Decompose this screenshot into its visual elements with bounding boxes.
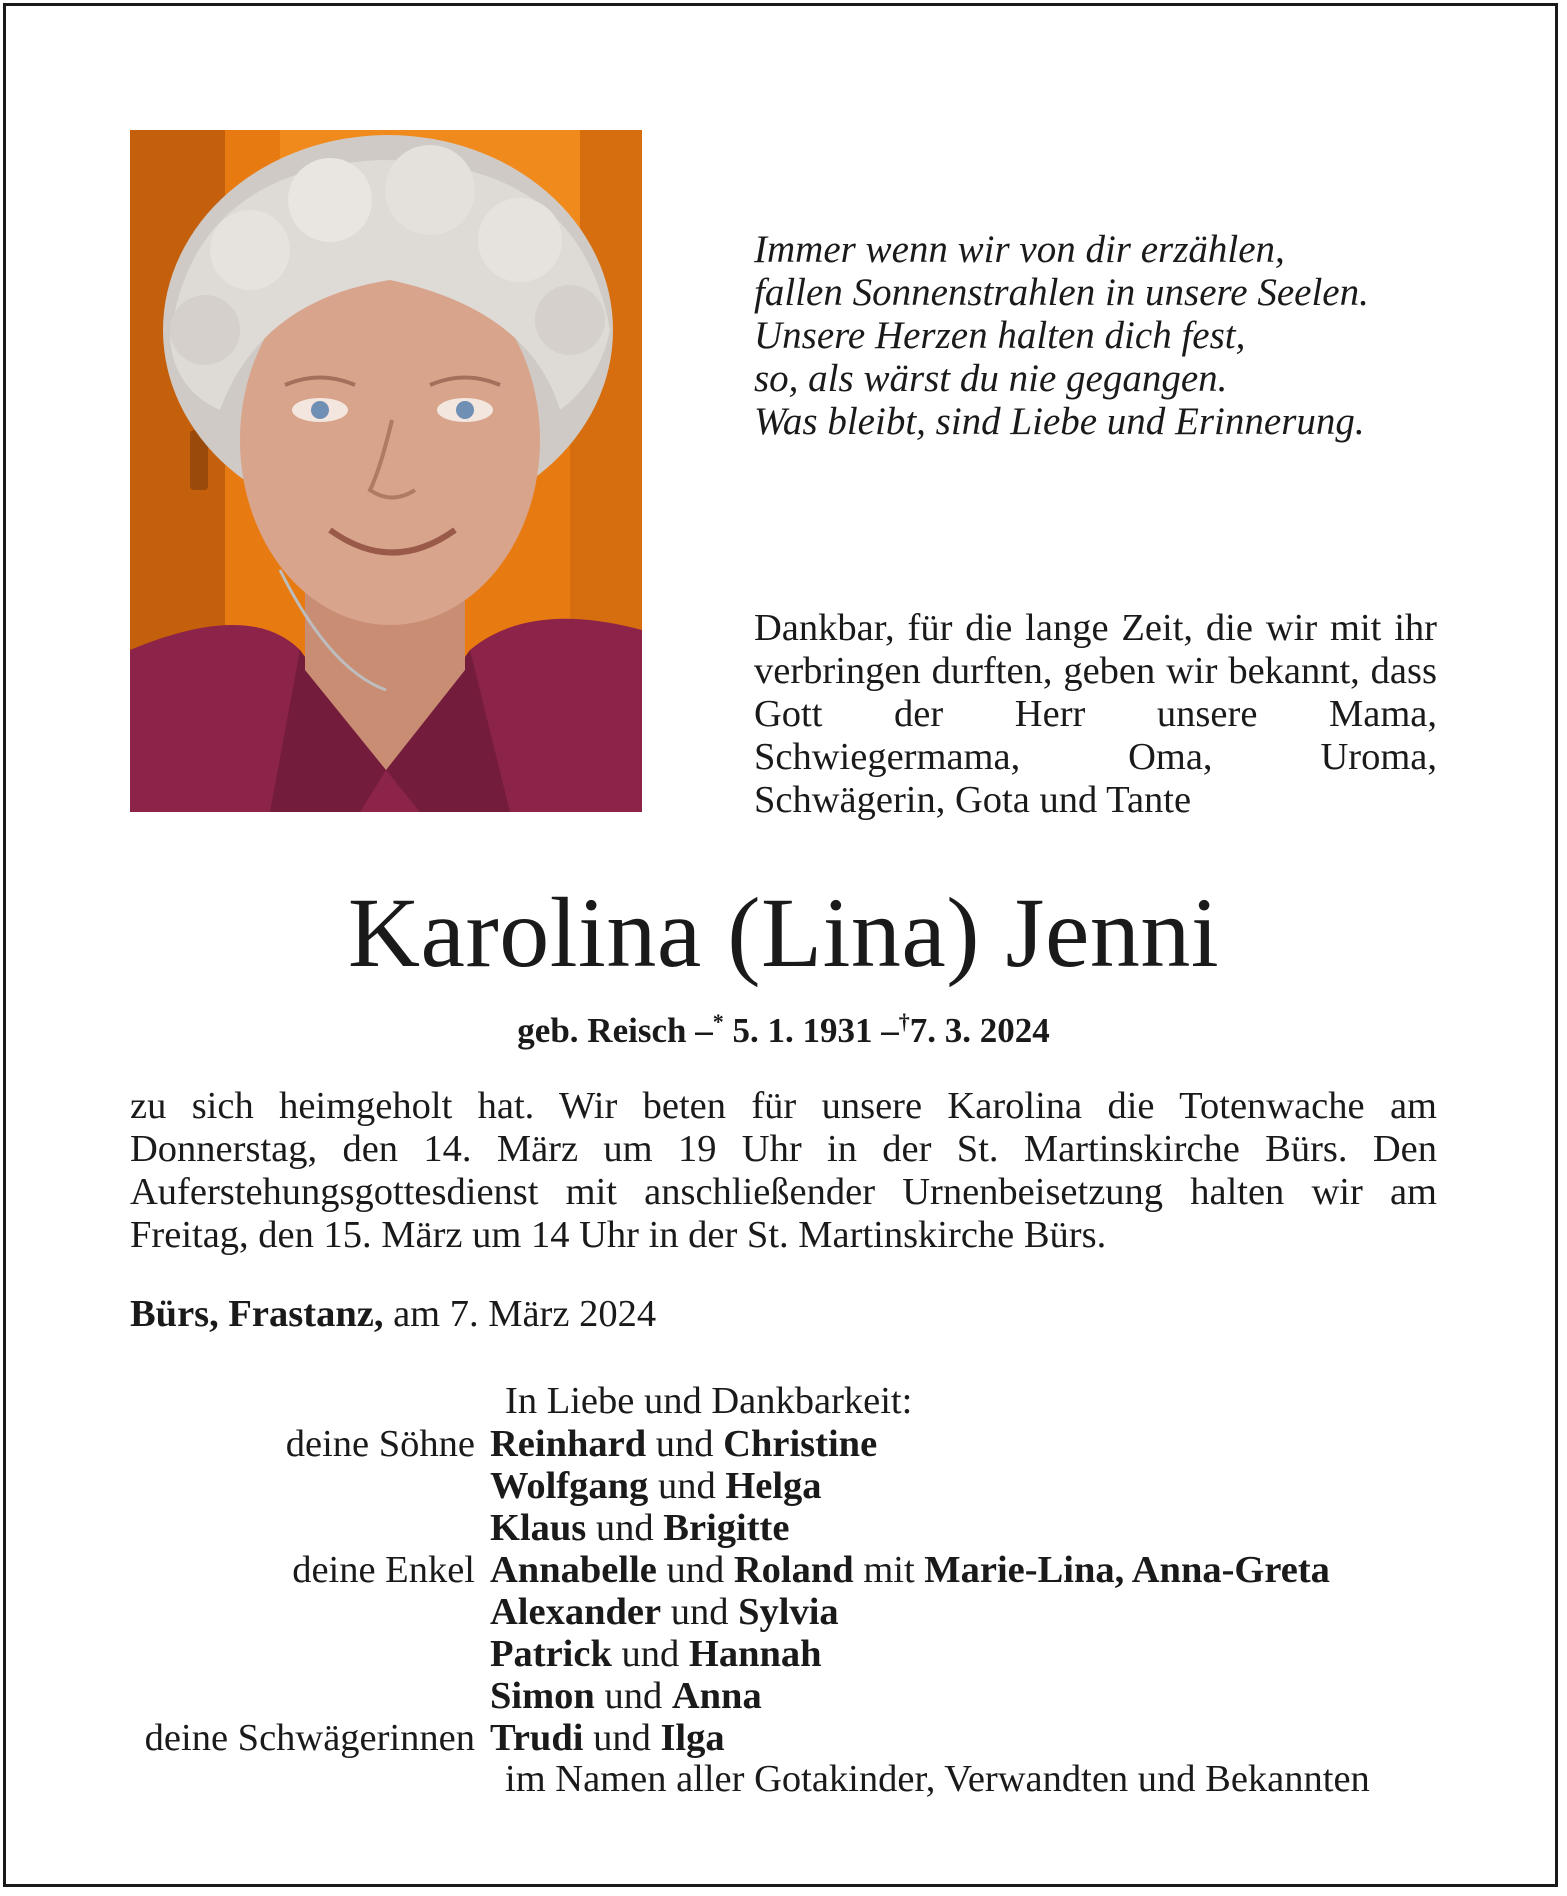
poem-line: Was bleibt, sind Liebe und Erinnerung. (754, 400, 1365, 443)
family-names: Patrick und Hannah (490, 1633, 822, 1675)
memorial-poem (754, 228, 1434, 443)
relation-label (100, 1633, 490, 1675)
family-list (100, 1423, 1500, 1759)
relation-label (100, 1591, 490, 1633)
birth-date: 5. 1. 1931 (732, 1011, 873, 1050)
family-names: Wolfgang und Helga (490, 1465, 822, 1507)
family-row (100, 1549, 1500, 1591)
maiden-name: geb. Reisch (517, 1011, 687, 1050)
family-names: Annabelle und Roland mit Marie-Lina, Anna-Greta (490, 1549, 1330, 1591)
footer-line: im Namen aller Gotakinder, Verwandten und Bekannten (505, 1758, 1370, 1800)
intro-text: Dankbar, für die lange Zeit, die wir mit ihr verbringen durften, geben wir bekannt, dass Gott der Herr unsere Mama, Schwiegermama, Oma, Uroma, Schwägerin, Gota und Tante (754, 607, 1437, 821)
places: Bürs, Frastanz, (130, 1293, 384, 1335)
relation-label: deine Söhne (285, 1423, 475, 1465)
family-names: Alexander und Sylvia (490, 1591, 839, 1633)
deceased-name: Karolina (Lina) Jenni (347, 877, 1220, 988)
family-row (100, 1591, 1500, 1633)
relation-label: deine Schwägerinnen (144, 1717, 475, 1759)
place-date-line (130, 1293, 1030, 1336)
relation-label (100, 1507, 490, 1549)
poem-line: Unsere Herzen halten dich fest, (754, 314, 1246, 357)
relation-label (100, 1675, 490, 1717)
death-symbol: † (898, 1009, 910, 1034)
dash: – (881, 1011, 899, 1050)
family-row (100, 1423, 1500, 1465)
family-row (100, 1717, 1500, 1759)
family-row (100, 1675, 1500, 1717)
relation-label: deine Enkel (292, 1549, 475, 1591)
family-row (100, 1465, 1500, 1507)
portrait-image (130, 130, 642, 812)
life-dates (0, 1000, 1567, 1053)
service-details: zu sich heimgeholt hat. Wir beten für unsere Karolina die Totenwache am Donnerstag, den 14. März um 19 Uhr in der St. Martinskirche Bürs. Den Auferstehungsgottesdienst mit anschließender Urnenbeisetzung halten wir am Freitag, den 15. März um 14 Uhr in der St. Martinskirche Bürs. (130, 1085, 1437, 1256)
relation-label (100, 1465, 490, 1507)
birth-symbol: * (712, 1009, 724, 1034)
family-names: Reinhard und Christine (490, 1423, 878, 1465)
family-names: Simon und Anna (490, 1675, 762, 1717)
death-date: 7. 3. 2024 (909, 1011, 1050, 1050)
closing-line: In Liebe und Dankbarkeit: (505, 1380, 913, 1422)
family-names: Trudi und Ilga (490, 1717, 725, 1759)
dash: – (695, 1011, 713, 1050)
poem-line: fallen Sonnenstrahlen in unsere Seelen. (754, 271, 1369, 314)
family-row (100, 1633, 1500, 1675)
family-row (100, 1507, 1500, 1549)
notice-date: am 7. März 2024 (393, 1293, 657, 1335)
poem-line: so, als wärst du nie gegangen. (754, 357, 1228, 400)
portrait-photo (130, 130, 642, 812)
family-names: Klaus und Brigitte (490, 1507, 790, 1549)
poem-line: Immer wenn wir von dir erzählen, (754, 228, 1285, 271)
